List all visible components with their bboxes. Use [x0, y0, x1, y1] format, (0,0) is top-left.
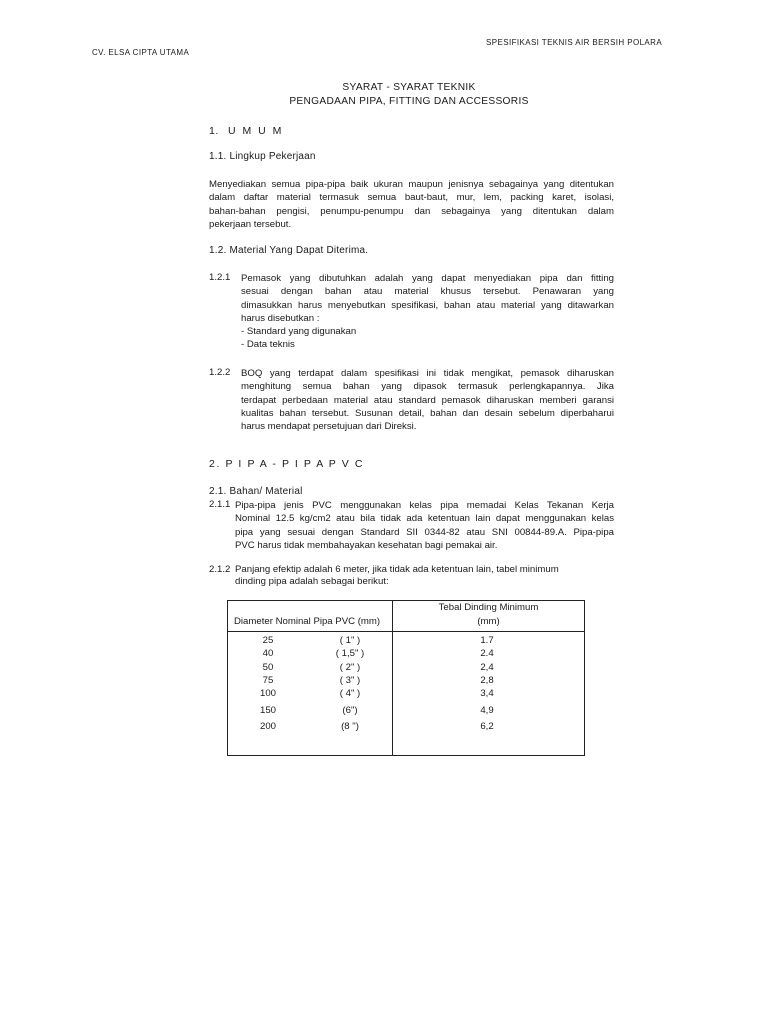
item-1-2-1-number: 1.2.1	[209, 272, 231, 283]
paragraph-line: - Standard yang digunakan	[241, 326, 357, 338]
table-cell-inch: (8 ")	[341, 721, 359, 732]
table-cell-thickness: 2,8	[480, 675, 494, 686]
table-cell-inch: ( 3" )	[339, 675, 361, 686]
table-header-thickness: Tebal Dinding Minimum	[438, 602, 539, 613]
title-line-2: PENGADAAN PIPA, FITTING DAN ACCESSORIS	[289, 96, 529, 107]
item-1-2-2-number: 1.2.2	[209, 367, 231, 378]
section-1-1-paragraph	[209, 178, 614, 231]
paragraph-line: BOQ yang terdapat dalam spesifikasi ini tidak mengikat, pemasok diharuskan	[241, 368, 614, 379]
header-document-title: SPESIFIKASI TEKNIS AIR BERSIH POLARA	[486, 38, 663, 47]
paragraph-line: sesuai dengan bahan atau material khusus tersebut. Penawaran yang	[241, 286, 614, 298]
section-1-1-heading: 1.1. Lingkup Pekerjaan	[209, 151, 316, 162]
table-cell-mm: 200	[259, 721, 276, 732]
section-2-1-heading: 2.1. Bahan/ Material	[209, 486, 303, 497]
table-cell-inch: ( 2" )	[339, 662, 361, 673]
table-cell-inch: ( 1,5" )	[335, 648, 365, 659]
table-cell-thickness: 2.4	[480, 648, 494, 659]
item-2-1-1-number: 2.1.1	[209, 499, 231, 510]
table-cell-mm: 25	[262, 635, 274, 646]
section-1-number: 1.	[209, 125, 219, 137]
table-cell-mm: 40	[262, 648, 274, 659]
paragraph-line: pipa yang sesuai dengan Standard SII 0344-82 atau SNI 00844-89.A. Pipa-pipa	[235, 526, 614, 538]
table-cell-mm: 100	[259, 688, 276, 699]
paragraph-line: bahan-bahan pengisi, penumpu-penumpu dan sebagainya yang ditentukan dalam	[209, 205, 614, 217]
item-1-2-1-paragraph	[241, 272, 614, 352]
paragraph-line: kualitas bahan tersebut. Susunan detail, bahan dan desain sebelum diperbaharui	[241, 407, 614, 419]
table-cell-thickness: 4,9	[480, 705, 494, 716]
item-2-1-1-paragraph	[235, 499, 614, 552]
paragraph-line: dalam daftar material termasuk semua baut-baut, mur, lem, packing karet, isolasi,	[209, 192, 614, 204]
paragraph-line: - Data teknis	[241, 339, 295, 351]
paragraph-line: Menyediakan semua pipa-pipa baik ukuran maupun jenisnya sebagainya yang ditentukan	[209, 179, 614, 190]
header-company-name: CV. ELSA CIPTA UTAMA	[92, 48, 190, 57]
table-cell-thickness: 3,4	[480, 688, 494, 699]
table-header-diameter: Diameter Nominal Pipa PVC (mm)	[234, 616, 381, 627]
table-cell-thickness: 6,2	[480, 721, 494, 732]
table-cell-thickness: 1.7	[480, 635, 494, 646]
paragraph-line: Nominal 12.5 kg/cm2 atau bila tidak ada ketentuan lain dapat menggunakan kelas	[235, 513, 614, 525]
item-1-2-2-paragraph	[241, 367, 614, 433]
item-2-1-2-number: 2.1.2	[209, 564, 231, 575]
table-left-border	[227, 600, 228, 756]
table-cell-mm: 75	[262, 675, 274, 686]
section-1-heading: U M U M	[228, 125, 284, 137]
paragraph-line: Pemasok yang dibutuhkan adalah yang dapat menyediakan pipa dan fitting	[241, 273, 614, 284]
paragraph-line: harus disebutkan :	[241, 312, 320, 324]
table-top-border	[227, 600, 585, 601]
table-cell-inch: (6")	[342, 705, 358, 716]
table-cell-inch: ( 4" )	[339, 688, 361, 699]
table-bottom-border	[227, 755, 585, 756]
paragraph-line: Pipa-pipa jenis PVC menggunakan kelas pipa memadai Kelas Tekanan Kerja	[235, 500, 614, 511]
paragraph-line: pekerjaan tersebut.	[209, 218, 292, 230]
title-line-1: SYARAT - SYARAT TEKNIK	[342, 82, 476, 93]
section-1-2-heading: 1.2. Material Yang Dapat Diterima.	[209, 245, 369, 256]
section-2-heading: 2. P I P A - P I P A P V C	[209, 458, 365, 470]
paragraph-line: harus mendapat persetujuan dari Direksi.	[241, 421, 417, 433]
item-2-1-2-line-2: dinding pipa adalah sebagai berikut:	[235, 576, 389, 587]
item-2-1-2-line-1: Panjang efektip adalah 6 meter, jika tidak ada ketentuan lain, tabel minimum	[235, 564, 559, 575]
table-header-unit: (mm)	[477, 616, 500, 627]
table-cell-mm: 50	[262, 662, 274, 673]
table-cell-mm: 150	[259, 705, 276, 716]
paragraph-line: PVC harus tidak membahayakan kesehatan bagi pemakai air.	[235, 539, 498, 551]
table-cell-inch: ( 1" )	[339, 635, 361, 646]
paragraph-line: terdapat perbedaan material atau standard pemasok diharuskan memberi garansi	[241, 394, 614, 406]
table-cell-thickness: 2,4	[480, 662, 494, 673]
table-right-border	[584, 600, 585, 756]
paragraph-line: dimasukkan harus menyebutkan spesifikasi, bahan atau material yang ditawarkan	[241, 299, 614, 311]
table-header-divider	[227, 631, 585, 632]
paragraph-line: menghitung semua bahan yang dipasok termasuk perlengkapannya. Jika	[241, 381, 614, 393]
